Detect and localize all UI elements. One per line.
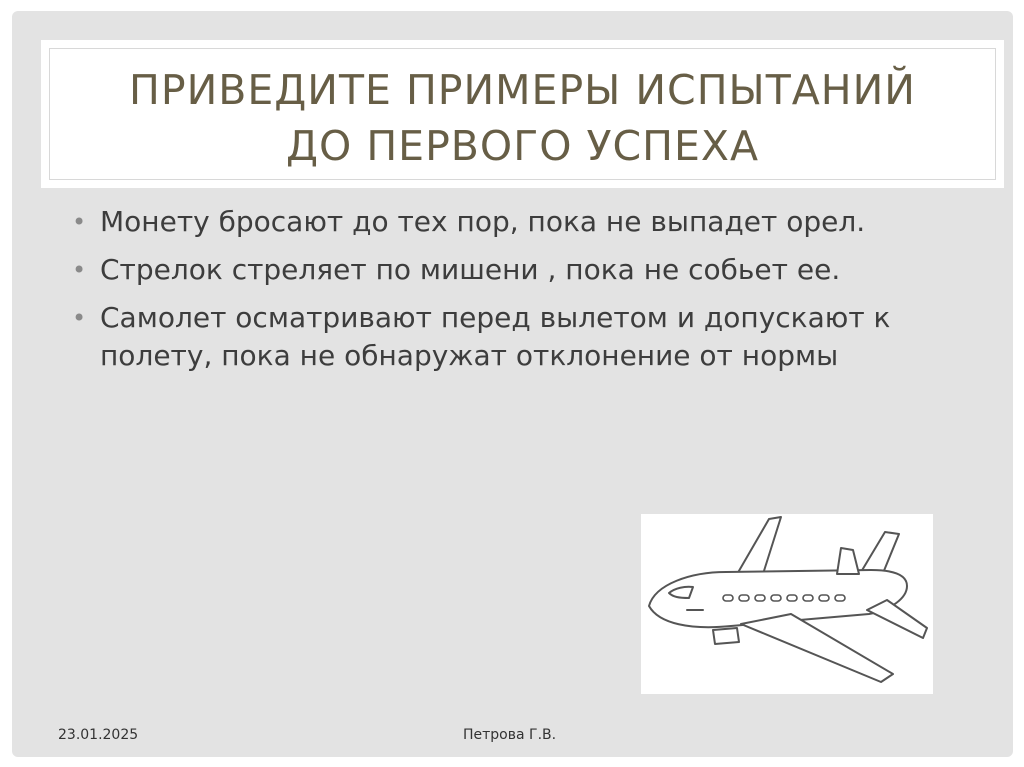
bullet-item-3	[70, 299, 900, 375]
footer-date: 23.01.2025	[58, 727, 139, 743]
bullet-text-2: Стрелок стреляет по мишени , пока не собьет ее.	[100, 253, 841, 286]
airplane-illustration	[641, 514, 933, 694]
bullet-marker: •	[72, 208, 87, 236]
slide-title	[41, 62, 1004, 174]
bullet-list	[70, 203, 900, 385]
bullet-marker: •	[72, 256, 87, 284]
bullet-text-1: Монету бросают до тех пор, пока не выпадет орел.	[100, 205, 866, 238]
bullet-marker: •	[72, 304, 87, 332]
bullet-item-2	[70, 251, 900, 289]
airplane-icon	[641, 514, 933, 694]
bullet-text-3: Самолет осматривают перед вылетом и допускают к полету, пока не обнаружат отклонение от нормы	[100, 301, 891, 372]
footer-author: Петрова Г.В.	[463, 727, 557, 743]
bullet-item-1	[70, 203, 900, 241]
title-line-1: ПРИВЕДИТЕ ПРИМЕРЫ ИСПЫТАНИЙ	[129, 66, 916, 114]
title-line-2: ДО ПЕРВОГО УСПЕХА	[286, 122, 759, 170]
title-box	[41, 40, 1004, 188]
